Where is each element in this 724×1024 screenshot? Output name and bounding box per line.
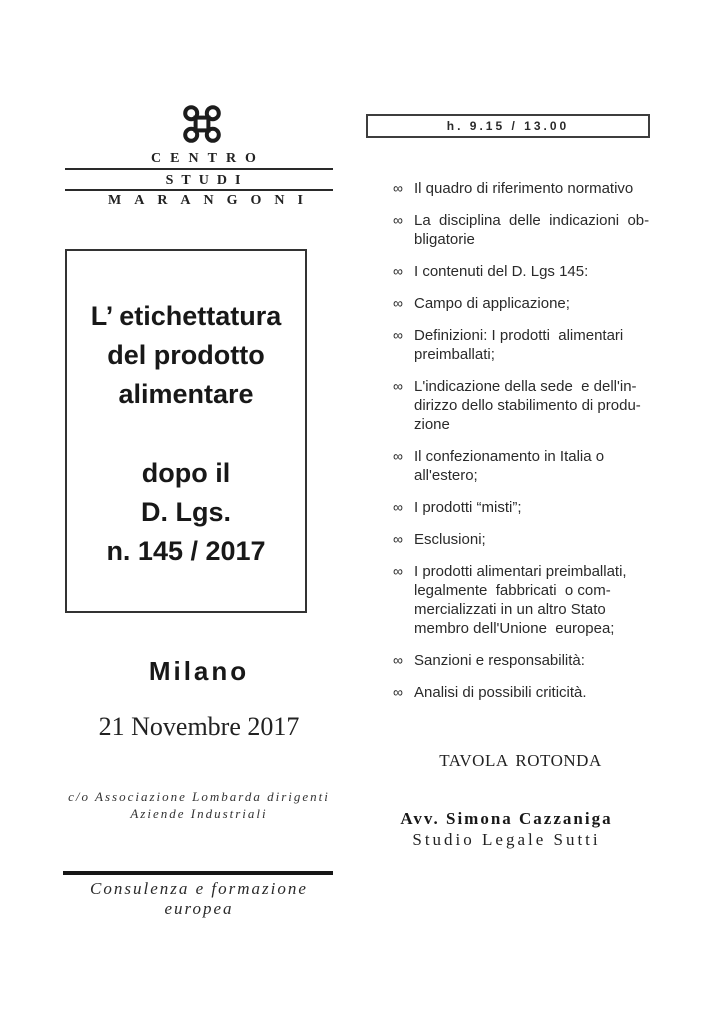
agenda-item-text bbox=[414, 377, 641, 434]
org-tagline: Consulenza e formazione europea bbox=[90, 879, 308, 918]
agenda-item-line: zione bbox=[414, 416, 450, 433]
agenda-item bbox=[393, 683, 655, 702]
agenda-item-text bbox=[414, 262, 588, 281]
agenda-item bbox=[393, 262, 655, 281]
event-title-box bbox=[65, 249, 307, 613]
event-city: Milano bbox=[148, 656, 250, 686]
event-date: 21 Novembre 2017 bbox=[98, 712, 300, 741]
command-knot-icon bbox=[182, 104, 222, 144]
agenda-item-text bbox=[414, 294, 570, 313]
agenda-item-line: Il confezionamento in Italia o bbox=[414, 448, 605, 465]
agenda-item-text bbox=[414, 683, 587, 702]
agenda-item-line: membro dell'Unione europea; bbox=[414, 620, 615, 637]
agenda-item-line: Definizioni: I prodotti alimentari bbox=[414, 327, 624, 344]
org-name-line: STUDI bbox=[165, 173, 249, 188]
title-line: del prodotto bbox=[107, 340, 265, 370]
agenda-item-line: all'estero; bbox=[414, 467, 478, 484]
subtitle-line: D. Lgs. bbox=[140, 497, 231, 527]
header-divider bbox=[65, 168, 333, 170]
agenda-item-text bbox=[414, 530, 486, 549]
bullet-infinity-icon: ∞ bbox=[393, 499, 403, 515]
agenda-item-line: Il quadro di riferimento normativo bbox=[414, 180, 634, 197]
agenda-item-text bbox=[414, 179, 633, 198]
bullet-infinity-icon: ∞ bbox=[393, 684, 403, 700]
agenda-item-line: preimballati; bbox=[414, 346, 495, 363]
agenda-item bbox=[393, 377, 655, 434]
agenda-item bbox=[393, 447, 655, 485]
header-divider bbox=[65, 189, 333, 191]
agenda-item-line: legalmente fabbricati o com- bbox=[414, 582, 611, 599]
agenda-item bbox=[393, 562, 655, 638]
agenda-item-line: L'indicazione della sede e dell'in- bbox=[414, 378, 637, 395]
agenda-item-line: bligatorie bbox=[414, 231, 475, 248]
agenda-item bbox=[393, 294, 655, 313]
agenda-item bbox=[393, 498, 655, 517]
agenda-item-text bbox=[414, 498, 522, 517]
footer-rule bbox=[63, 871, 333, 875]
schedule-time-box: h. 9.15 / 13.00 bbox=[366, 114, 650, 138]
agenda-item-line: I prodotti “misti”; bbox=[414, 499, 522, 516]
agenda-item bbox=[393, 179, 655, 198]
left-column bbox=[65, 0, 333, 1024]
title-line: alimentare bbox=[118, 379, 254, 409]
agenda-item-line: Analisi di possibili criticità. bbox=[414, 684, 587, 701]
agenda-item bbox=[393, 326, 655, 364]
speaker-name: Avv. Simona Cazzaniga bbox=[400, 809, 613, 828]
roundtable-heading: TAVOLA ROTONDA bbox=[439, 751, 602, 770]
subtitle-line: n. 145 / 2017 bbox=[106, 536, 266, 566]
event-title bbox=[67, 297, 305, 414]
agenda-item-line: Sanzioni e responsabilità: bbox=[414, 652, 585, 669]
event-subtitle bbox=[67, 454, 305, 571]
event-venue bbox=[65, 788, 333, 822]
agenda-item bbox=[393, 211, 655, 249]
agenda-item-text bbox=[414, 562, 627, 638]
agenda-item-text bbox=[414, 651, 585, 670]
agenda-item-line: I contenuti del D. Lgs 145: bbox=[414, 263, 589, 280]
agenda-list bbox=[393, 179, 655, 715]
speaker-firm: Studio Legale Sutti bbox=[412, 830, 601, 849]
bullet-infinity-icon: ∞ bbox=[393, 263, 403, 279]
bullet-infinity-icon: ∞ bbox=[393, 327, 403, 343]
bullet-infinity-icon: ∞ bbox=[393, 563, 403, 579]
org-name-line: CENTRO bbox=[151, 151, 265, 166]
agenda-item bbox=[393, 651, 655, 670]
bullet-infinity-icon: ∞ bbox=[393, 652, 403, 668]
bullet-infinity-icon: ∞ bbox=[393, 295, 403, 311]
agenda-item-text bbox=[414, 326, 623, 364]
agenda-item-line: mercializzati in un altro Stato bbox=[414, 601, 606, 618]
bullet-infinity-icon: ∞ bbox=[393, 180, 403, 196]
venue-line: c/o Associazione Lombarda dirigenti bbox=[68, 789, 330, 804]
org-name-line: MARANGONI bbox=[108, 193, 316, 208]
bullet-infinity-icon: ∞ bbox=[393, 448, 403, 464]
bullet-infinity-icon: ∞ bbox=[393, 212, 403, 228]
bullet-infinity-icon: ∞ bbox=[393, 531, 403, 547]
agenda-item-line: I prodotti alimentari preimballati, bbox=[414, 563, 627, 580]
agenda-item-line: Campo di applicazione; bbox=[414, 295, 570, 312]
bullet-infinity-icon: ∞ bbox=[393, 378, 403, 394]
agenda-item-text bbox=[414, 211, 649, 249]
venue-line: Aziende Industriali bbox=[130, 806, 268, 821]
agenda-item-line: Esclusioni; bbox=[414, 531, 486, 548]
agenda-item-line: La disciplina delle indicazioni ob- bbox=[414, 212, 650, 229]
title-line: L’ etichettatura bbox=[90, 301, 282, 331]
subtitle-line: dopo il bbox=[141, 458, 231, 488]
agenda-item-text bbox=[414, 447, 604, 485]
agenda-item-line: dirizzo dello stabilimento di produ- bbox=[414, 397, 641, 414]
agenda-item bbox=[393, 530, 655, 549]
